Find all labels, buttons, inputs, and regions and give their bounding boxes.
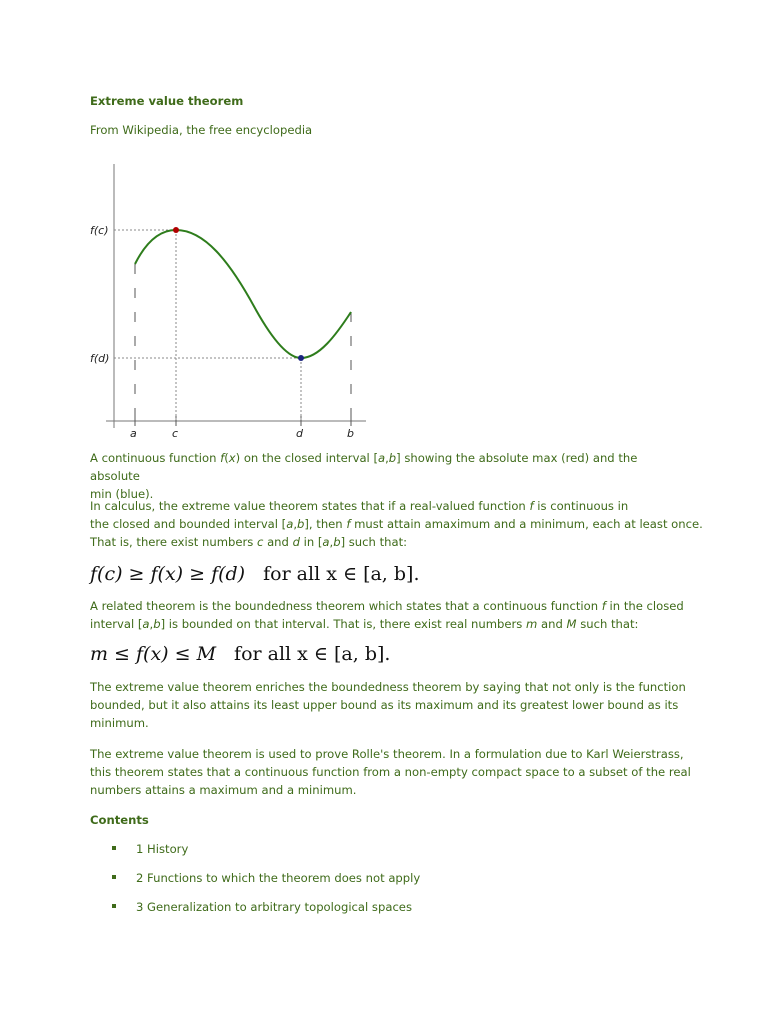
caption-text: ] showing the absolute max (red) and the absolute xyxy=(90,451,638,483)
function-graph xyxy=(84,150,384,445)
var-b: b xyxy=(297,517,305,531)
function-figure xyxy=(84,150,384,449)
formula-extreme-value xyxy=(90,563,420,585)
caption-x: x xyxy=(228,451,236,465)
var-b: b xyxy=(333,535,341,549)
text: interval [ xyxy=(90,617,143,631)
contents-heading: Contents xyxy=(90,813,149,827)
rolle-paragraph xyxy=(90,745,710,799)
function-curve xyxy=(135,230,351,358)
text: and xyxy=(537,617,567,631)
text: such that: xyxy=(576,617,639,631)
bullet-icon xyxy=(112,904,116,908)
caption-text: min (blue). xyxy=(90,487,154,501)
text: in the closed xyxy=(605,599,684,613)
text: numbers attains a maximum and a minimum. xyxy=(90,783,357,797)
caption-b: b xyxy=(388,451,397,465)
figure-caption xyxy=(90,449,690,503)
var-a: a xyxy=(286,517,294,531)
var-m: m xyxy=(526,617,538,631)
var-a: a xyxy=(142,617,150,631)
caption-text: A continuous function xyxy=(90,451,221,465)
var-f: f xyxy=(601,599,606,613)
var-f: f xyxy=(346,517,351,531)
boundedness-paragraph xyxy=(90,597,710,633)
enrichment-paragraph xyxy=(90,678,710,732)
formula-lhs: f(c) ≥ f(x) ≥ f(d) xyxy=(90,563,246,585)
label-d: d xyxy=(296,427,303,440)
var-c: c xyxy=(257,535,264,549)
text: , xyxy=(329,535,334,549)
text: this theorem states that a continuous function from a non-empty compact space to a subset of the real xyxy=(90,765,691,779)
toc-item-label[interactable]: 3 Generalization to arbitrary topological spaces xyxy=(136,900,412,914)
text: is continuous in xyxy=(533,499,629,513)
text: , xyxy=(293,517,298,531)
var-M: M xyxy=(566,617,577,631)
var-f: f xyxy=(529,499,534,513)
intro-paragraph xyxy=(90,497,710,551)
max-point xyxy=(173,227,179,233)
caption-a: a xyxy=(377,451,386,465)
text: must attain amaximum and a minimum, each at least once. xyxy=(350,517,703,531)
text: bounded, but it also attains its least upper bound as its maximum and its greatest lower bound as its xyxy=(90,698,679,712)
var-a: a xyxy=(322,535,330,549)
text: , xyxy=(149,617,154,631)
min-point xyxy=(298,355,304,361)
caption-text: ( xyxy=(224,451,229,465)
label-b: b xyxy=(347,427,354,440)
text: A related theorem is the boundedness theorem which states that a continuous function xyxy=(90,599,602,613)
toc-item-label[interactable]: 1 History xyxy=(136,842,189,856)
text: and xyxy=(263,535,293,549)
text: The extreme value theorem is used to prove Rolle's theorem. In a formulation due to Karl Weierstrass, xyxy=(90,747,684,761)
text: ], then xyxy=(304,517,347,531)
formula-lhs: m ≤ f(x) ≤ M xyxy=(90,643,217,665)
caption-f: f xyxy=(220,451,225,465)
text: In calculus, the extreme value theorem states that if a real-valued function xyxy=(90,499,530,513)
formula-rhs: for all x ∈ [a, b]. xyxy=(263,563,420,585)
text: minimum. xyxy=(90,716,149,730)
bullet-icon xyxy=(112,846,116,850)
label-c: c xyxy=(172,427,179,440)
formula-rhs: for all x ∈ [a, b]. xyxy=(234,643,391,665)
text: in [ xyxy=(299,535,323,549)
bullet-icon xyxy=(112,875,116,879)
page-title: Extreme value theorem xyxy=(90,94,244,108)
caption-text: , xyxy=(385,451,389,465)
text: The extreme value theorem enriches the boundedness theorem by saying that not only is the function xyxy=(90,680,686,694)
text: ] is bounded on that interval. That is, there exist real numbers xyxy=(160,617,527,631)
label-a: a xyxy=(130,427,137,440)
var-b: b xyxy=(153,617,161,631)
formula-boundedness xyxy=(90,643,390,665)
text: That is, there exist numbers xyxy=(90,535,258,549)
var-d: d xyxy=(292,535,300,549)
caption-text: ) on the closed interval [ xyxy=(235,451,378,465)
label-fc: f(c) xyxy=(90,224,109,237)
page-subtitle: From Wikipedia, the free encyclopedia xyxy=(90,123,313,137)
label-fd: f(d) xyxy=(90,352,110,365)
text: ] such that: xyxy=(340,535,408,549)
text: the closed and bounded interval [ xyxy=(90,517,287,531)
toc-item-label[interactable]: 2 Functions to which the theorem does not apply xyxy=(136,871,421,885)
